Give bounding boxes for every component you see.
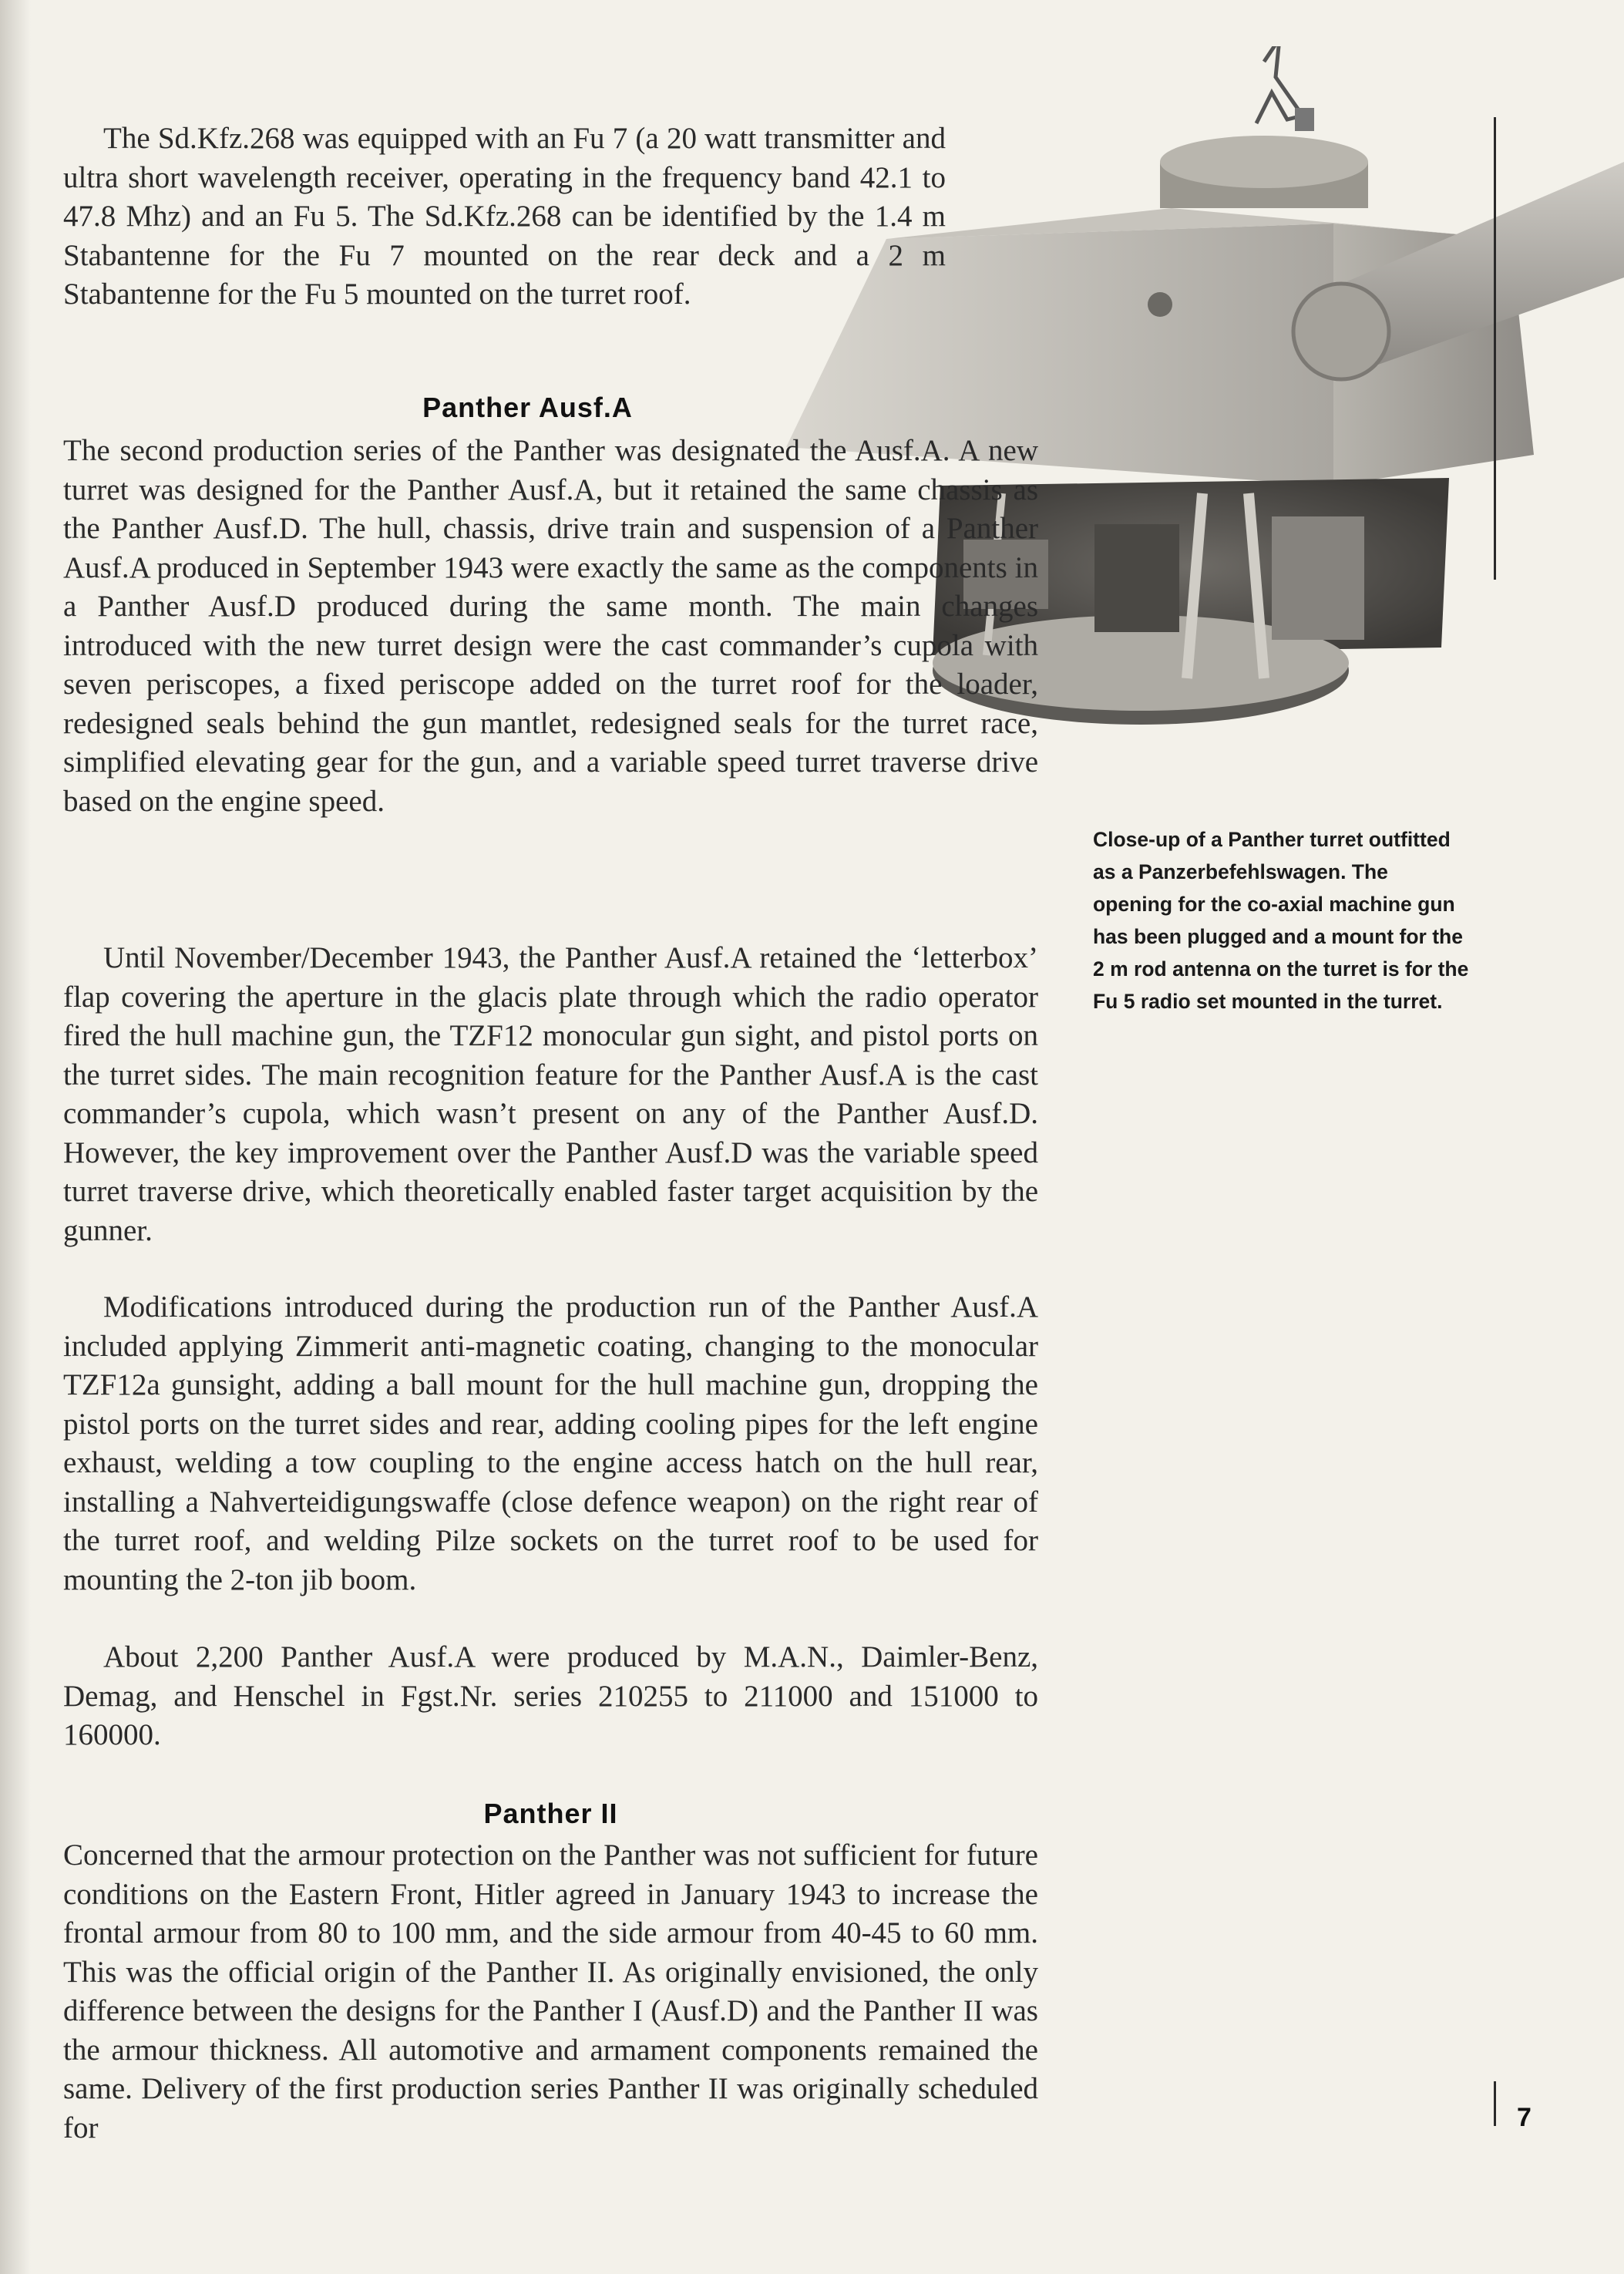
page-number: 7 [1517,2103,1532,2132]
paragraph-ausf-a-4: About 2,200 Panther Ausf.A were produced by M.A.N., Daimler-Benz, Demag, and Henschel in Fgst.Nr. series 210255 to 211000 and 151000 to 160000. [63,1640,1038,1751]
paragraph-ausf-a-1: The second production series of the Panther was designated the Ausf.A. A new turret was designed for the Panther Ausf.A, but it retained the same chassis as the Panther Ausf.D. The hull, chassis, drive train and suspension of a Panther Ausf.A produced in September 1943 were exactly the same as the components in a Panther Ausf.D produced during the same month. The main changes introduced with the new turret design were the cast commander’s cupola with seven periscopes, a fixed periscope added on the turret roof for the loader, redesigned seals behind the gun mantlet, redesigned seals for the turret race, simplified elevating gear for the gun, and a variable speed turret traverse drive based on the engine speed. [63,434,1038,818]
paragraph-ausf-a-3: Modifications introduced during the production run of the Panther Ausf.A included applying Zimmerit anti-magnetic coating, changing to the monocular TZF12a gunsight, adding a ball mount for the hull machine gun, dropping the pistol ports on the turret sides and rear, adding cooling pipes for the left engine exhaust, welding a tow coupling to the engine access hatch on the hull rear, installing a Nahverteidigungswaffe (close defence weapon) on the right rear of the turret roof, and welding Pilze sockets on the turret roof to be used for mounting the 2-ton jib boom. [63,1290,1038,1596]
heading-panther-ii: Panther II [483,1798,618,1829]
heading-panther-ausf-a: Panther Ausf.A [422,392,633,423]
page-binding-shadow [0,0,31,2274]
photo-caption: Close-up of a Panther turret outfitted as a Panzerbefehlswagen. The opening for the co-axial machine gun has been plugged and a mount for the 2 m rod antenna on the turret is for the Fu 5 radio set mounted in the turret. [1093,828,1469,1013]
margin-rule-top [1494,117,1496,580]
paragraph-ausf-a-2: Until November/December 1943, the Panther Ausf.A retained the ‘letterbox’ flap covering the aperture in the glacis plate through which the radio operator fired the hull machine gun, the TZF12 monocular gun sight, and pistol ports on the turret sides. The main recognition feature for the Panther Ausf.A is the cast commander’s cupola, which wasn’t present on any of the Panther Ausf.D. However, the key improvement over the Panther Ausf.D was the variable speed turret traverse drive, which theoretically enabled faster target acquisition by the gunner. [63,941,1038,1247]
paragraph-panther-ii-1: Concerned that the armour protection on the Panther was not sufficient for future conditions on the Eastern Front, Hitler agreed in January 1943 to increase the frontal armour from 80 to 100 mm, and the side armour from 40-45 to 60 mm. This was the official origin of the Panther II. As originally envisioned, the only difference between the designs for the Panther I (Ausf.D) and the Panther II was the armour thickness. All automotive and armament components remained the same. Delivery of the first production series Panther II was originally scheduled for [63,1838,1038,2144]
paragraph-intro: The Sd.Kfz.268 was equipped with an Fu 7 (a 20 watt transmitter and ultra short wavelength receiver, operating in the frequency band 42.1 to 47.8 Mhz) and an Fu 5. The Sd.Kfz.268 can be identified by the 1.4 m Stabantenne for the Fu 7 mounted on the rear deck and a 2 m Stabantenne for the Fu 5 mounted on the turret roof. [63,122,946,311]
margin-rule-bottom [1494,2081,1496,2126]
